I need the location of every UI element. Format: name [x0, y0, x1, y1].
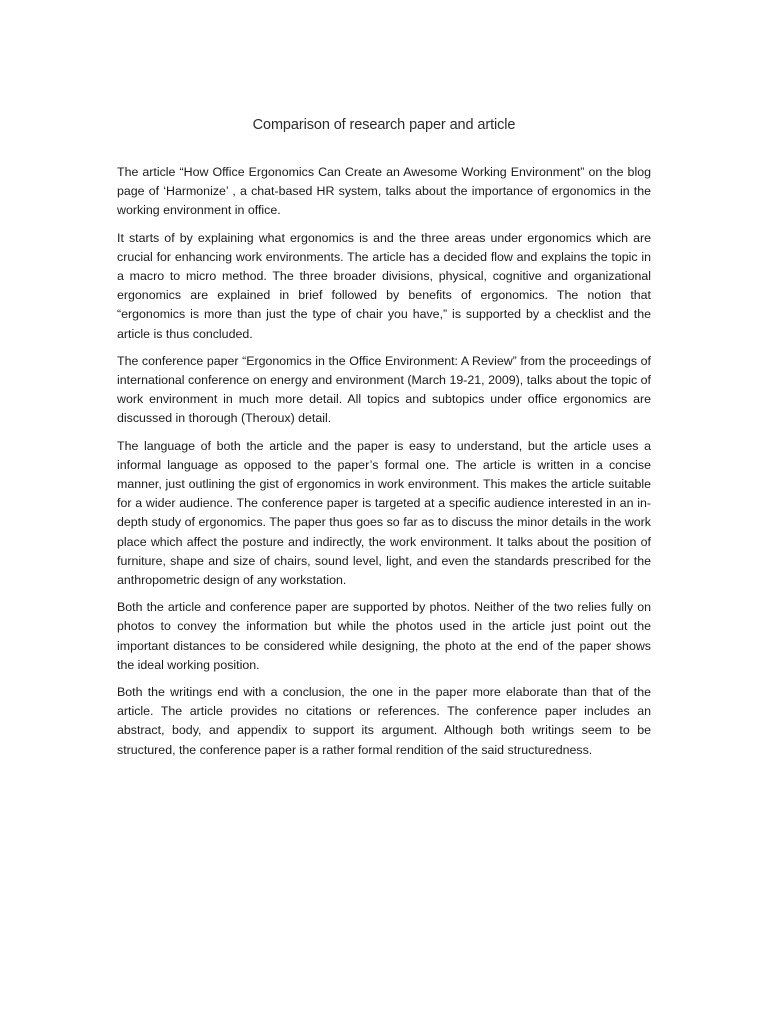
paragraph-2: It starts of by explaining what ergonomics is and the three areas under ergonomics which are crucial for enhancing work environments. The article has a decided flow and explains the topic in a macro to micro method. The three broader divisions, physical, cognitive and organizational ergonomics are explained in brief followed by benefits of ergonomics. The notion that “ergonomics is more than just the type of chair you have,” is supported by a checklist and the article is thus concluded. [117, 230, 651, 341]
document-body [117, 163, 651, 768]
paragraph-1: The article “How Office Ergonomics Can Create an Awesome Working Environment” on the blog page of ‘Harmonize’ , a chat-based HR system, talks about the importance of ergonomics in the working environment in office. [117, 165, 651, 218]
paragraph-4: The language of both the article and the paper is easy to understand, but the article uses a informal language as opposed to the paper’s formal one. The article is written in a concise manner, just outlining the gist of ergonomics in work environment. This makes the article suitable for a wider audience. The conference paper is targeted at a specific audience interested in an in-depth study of ergonomics. The paper thus goes so far as to discuss the minor details in the work place which affect the posture and indirectly, the work environment. It talks about the position of furniture, shape and size of chairs, sound level, light, and even the standards prescribed for the anthropometric design of any workstation. [117, 438, 651, 588]
paragraph-3: The conference paper “Ergonomics in the Office Environment: A Review” from the proceedings of international conference on energy and environment (March 19-21, 2009), talks about the topic of work environment in much more detail. All topics and subtopics under office ergonomics are discussed in thorough (Theroux) detail. [117, 353, 651, 426]
document-title: Comparison of research paper and article [252, 117, 516, 133]
paragraph-6: Both the writings end with a conclusion, the one in the paper more elaborate than that of the article. The article provides no citations or references. The conference paper includes an abstract, body, and appendix to support its argument. Although both writings seem to be structured, the conference paper is a rather formal rendition of the said structuredness. [117, 685, 651, 757]
paragraph-5: Both the article and conference paper are supported by photos. Neither of the two relies fully on photos to convey the information but while the photos used in the article just point out the important distances to be considered while designing, the photo at the end of the paper shows the ideal working position. [117, 600, 651, 672]
